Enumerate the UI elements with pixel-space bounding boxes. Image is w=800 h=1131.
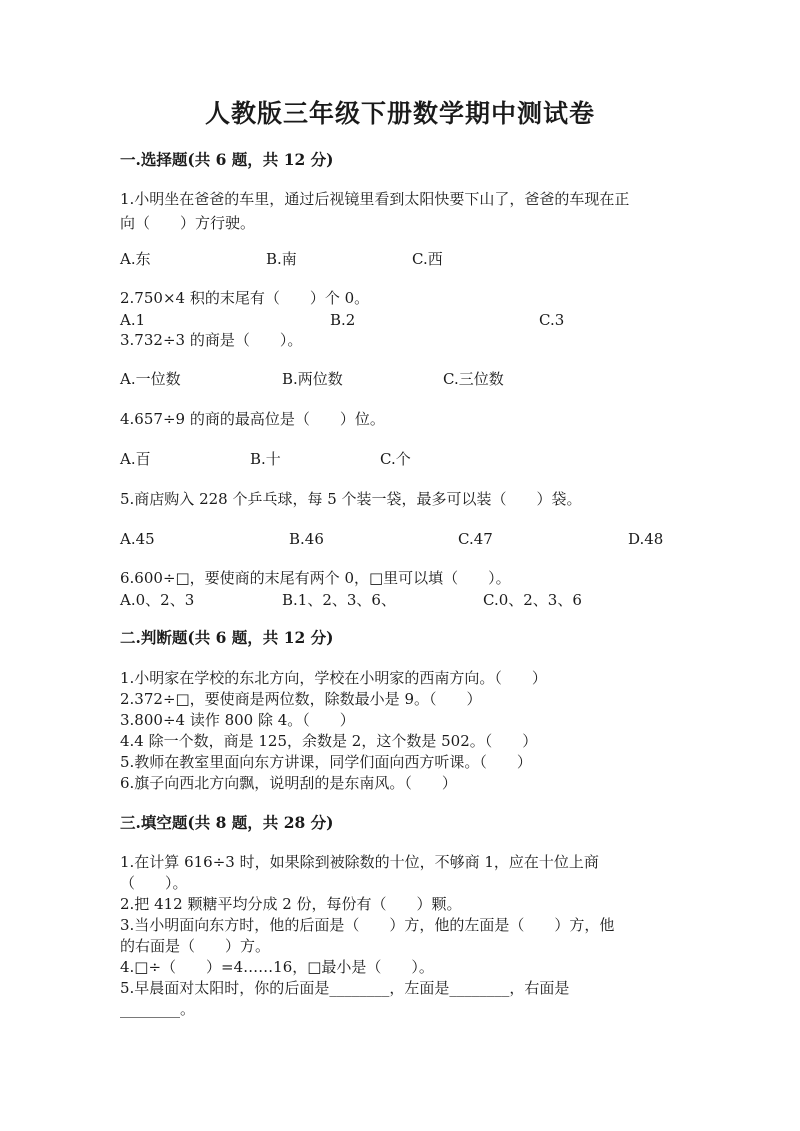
option-a: A.1	[120, 311, 146, 329]
option-c: C.47	[458, 530, 493, 548]
section-heading-choice: 一.选择题(共 6 题，共 12 分)	[120, 150, 334, 169]
page-title: 人教版三年级下册数学期中测试卷	[204, 99, 595, 128]
option-d: D.48	[628, 530, 664, 548]
option-b: B.两位数	[282, 370, 343, 388]
option-c: C.西	[412, 250, 443, 268]
option-c: C.三位数	[443, 370, 504, 388]
option-b: B.南	[266, 250, 297, 268]
question-text: 5.商店购入 228 个乒乓球，每 5 个装一袋，最多可以装（ ）袋。	[120, 490, 582, 508]
option-a: A.百	[120, 450, 151, 468]
judge-item: 2.372÷□，要使商是两位数，除数最小是 9。（ ）	[120, 690, 482, 708]
option-a: A.0、2、3	[120, 591, 195, 609]
option-b: B.1、2、3、6、	[282, 591, 396, 609]
option-c: C.0、2、3、6	[483, 591, 582, 609]
judge-item: 4.4 除一个数，商是 125，余数是 2，这个数是 502。（ ）	[120, 732, 538, 750]
question-text: 1.小明坐在爸爸的车里，通过后视镜里看到太阳快要下山了，爸爸的车现在正	[120, 190, 630, 208]
section-heading-judge: 二.判断题(共 6 题，共 12 分)	[120, 628, 334, 647]
judge-item: 5.教师在教室里面向东方讲课，同学们面向西方听课。（ ）	[120, 753, 532, 771]
question-text: 2.750×4 积的末尾有（ ）个 0。	[120, 289, 370, 307]
fill-line: ________。	[120, 1000, 196, 1018]
option-b: B.46	[289, 530, 324, 548]
judge-item: 3.800÷4 读作 800 除 4。（ ）	[120, 711, 355, 729]
option-c: C.3	[539, 311, 565, 329]
question-text: 4.657÷9 的商的最高位是（ ）位。	[120, 410, 385, 428]
option-a: A.一位数	[120, 370, 181, 388]
section-heading-fill: 三.填空题(共 8 题，共 28 分)	[120, 813, 334, 832]
fill-line: 5.早晨面对太阳时，你的后面是________，左面是________，右面是	[120, 979, 570, 997]
fill-line: 的右面是（ ）方。	[120, 937, 271, 955]
option-b: B.十	[250, 450, 281, 468]
fill-line: 3.当小明面向东方时，他的后面是（ ）方，他的左面是（ ）方，他	[120, 916, 615, 934]
fill-line: 4.□÷（ ）=4……16，□最小是（ ）。	[120, 958, 434, 976]
option-a: A.东	[120, 250, 151, 268]
judge-item: 6.旗子向西北方向飘，说明刮的是东南风。（ ）	[120, 774, 457, 792]
question-text: 向（ ）方行驶。	[120, 214, 256, 232]
fill-line: （ ）。	[120, 874, 188, 892]
question-text: 3.732÷3 的商是（ ）。	[120, 331, 303, 349]
fill-line: 2.把 412 颗糖平均分成 2 份，每份有（ ）颗。	[120, 895, 462, 913]
option-c: C.个	[380, 450, 411, 468]
option-b: B.2	[330, 311, 356, 329]
judge-item: 1.小明家在学校的东北方向，学校在小明家的西南方向。（ ）	[120, 669, 547, 687]
option-a: A.45	[120, 530, 155, 548]
fill-line: 1.在计算 616÷3 时，如果除到被除数的十位，不够商 1，应在十位上商	[120, 853, 599, 871]
question-text: 6.600÷□，要使商的末尾有两个 0，□里可以填（ ）。	[120, 569, 511, 587]
